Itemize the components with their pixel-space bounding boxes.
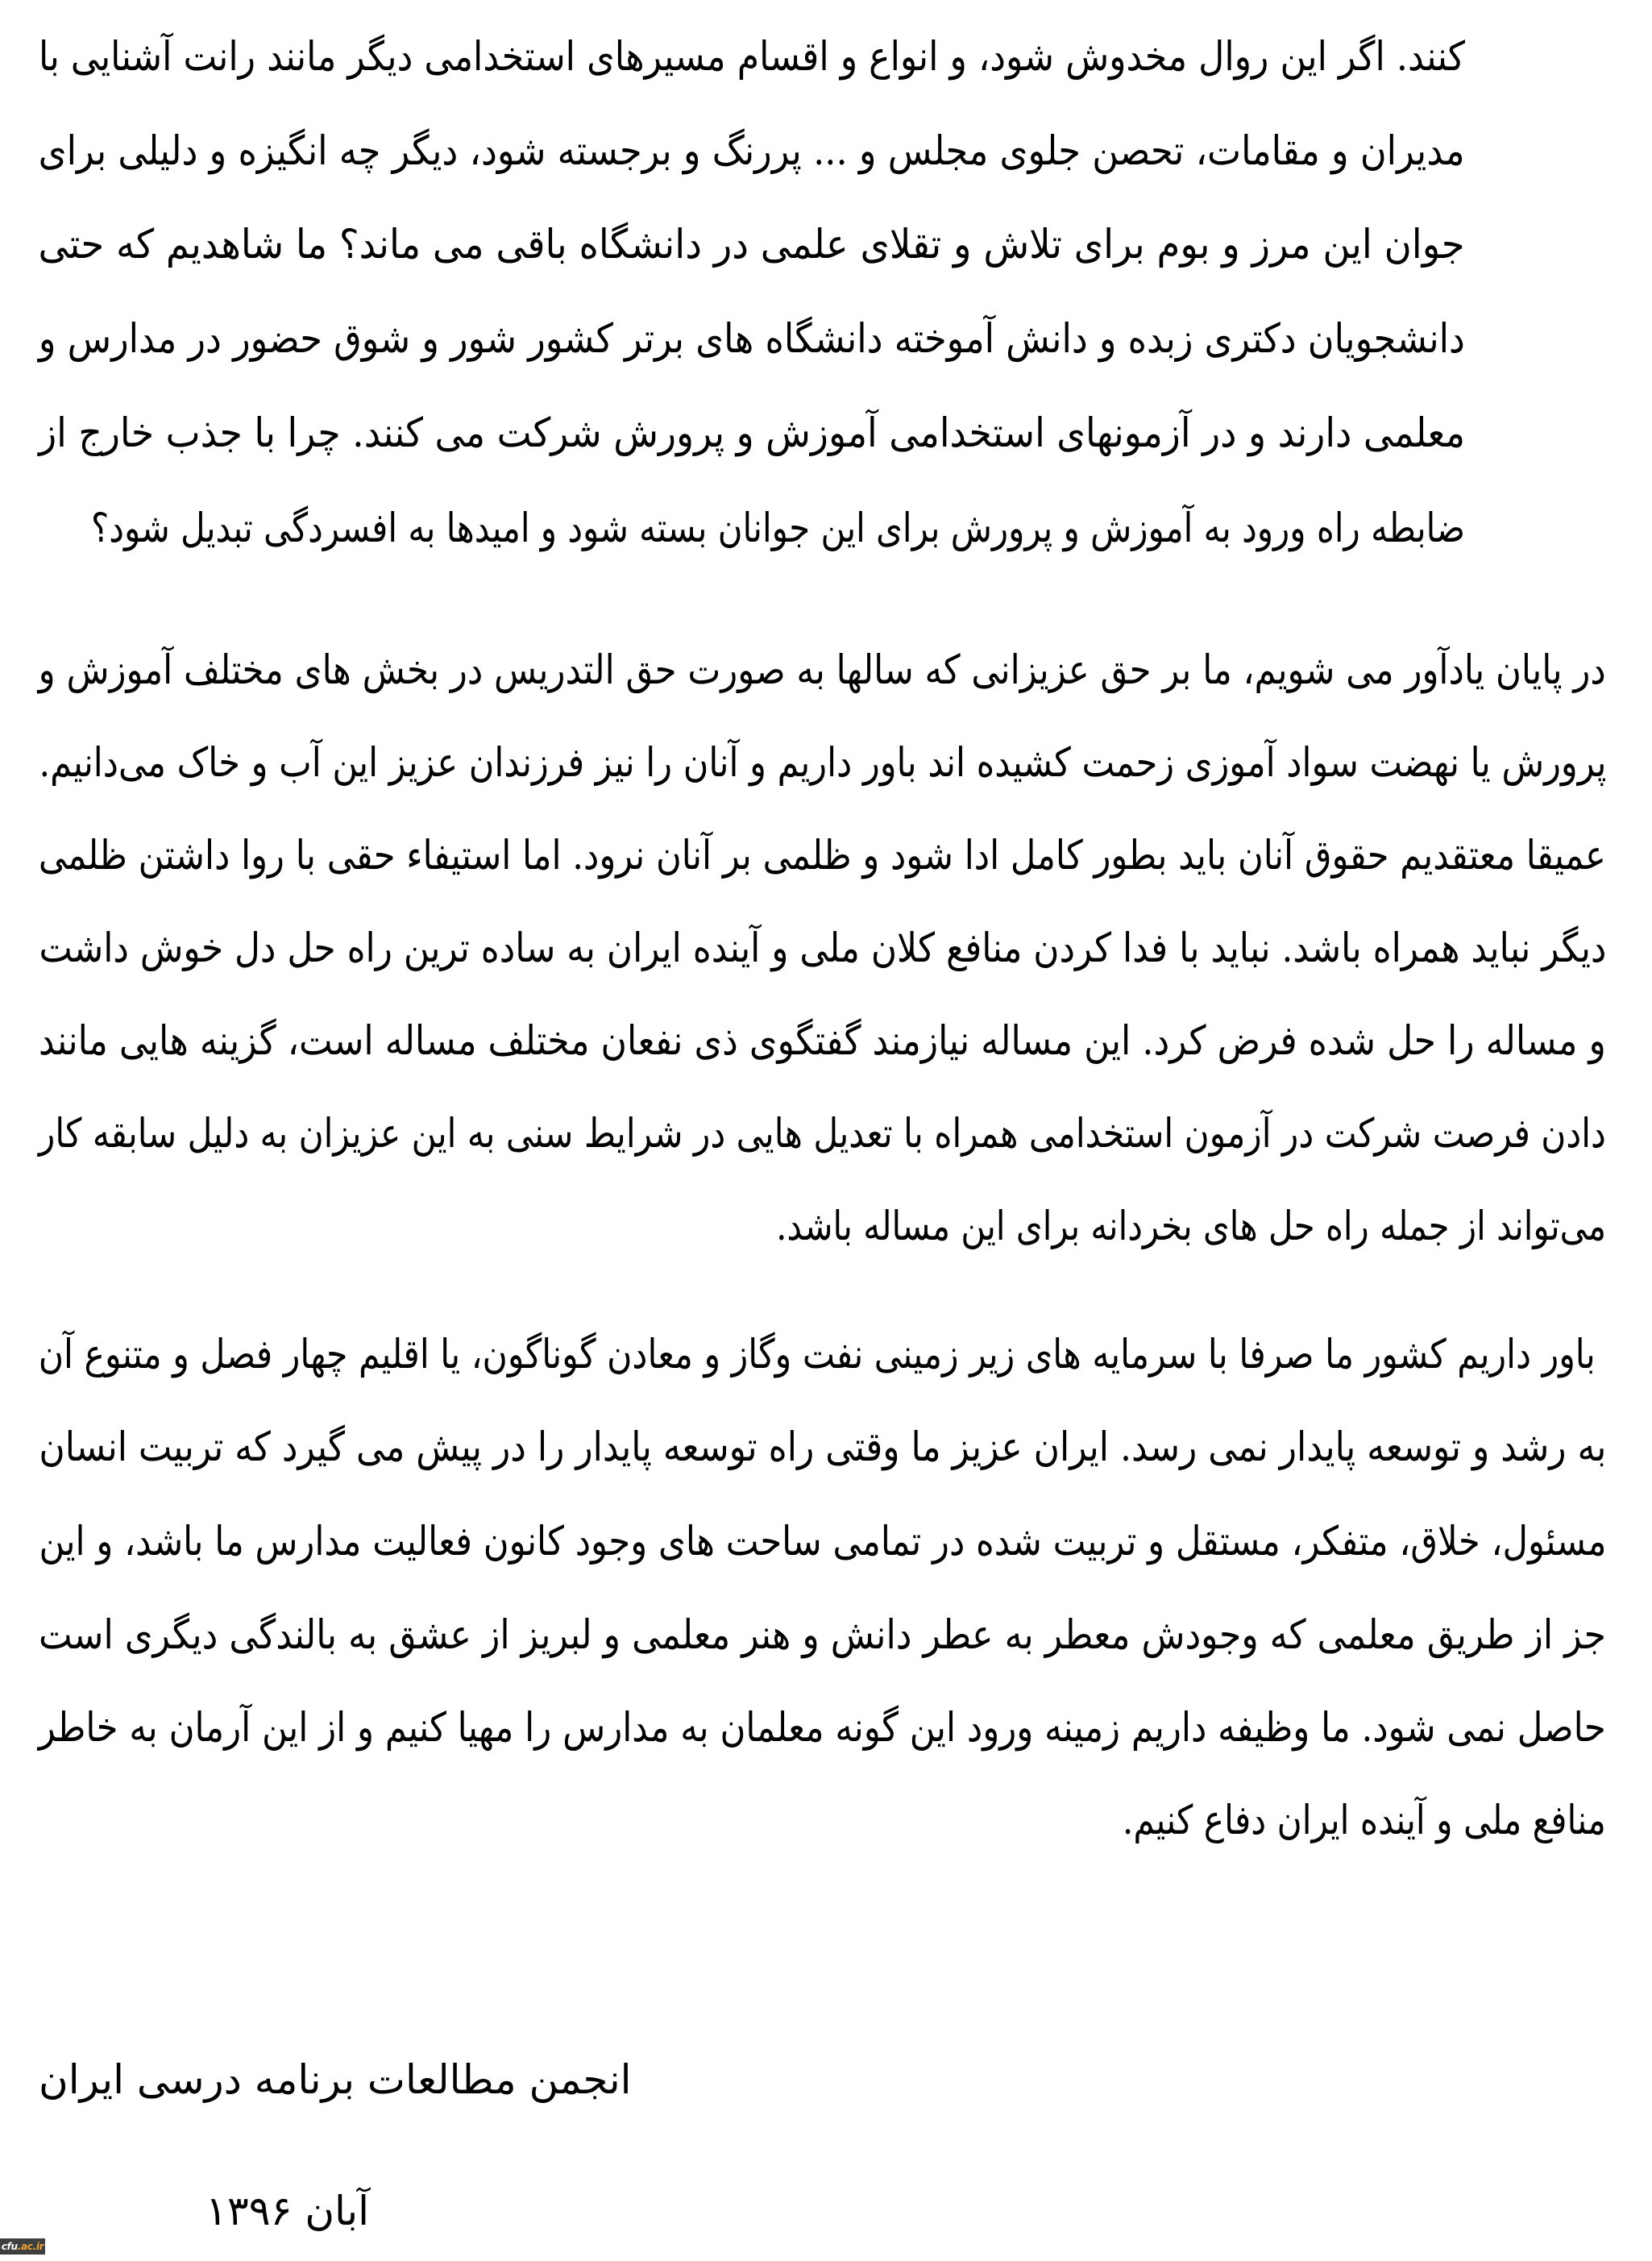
line-text: دانشجویان دکتری زبده و دانش آموخته دانشگاه های برتر کشور شور و شوق حضور در مدارس و (39, 315, 1465, 362)
paragraph-line (39, 393, 1465, 473)
line-text: معلمی دارند و در آزمونهای استخدامی آموزش و پرورش شرکت می کنند. چرا با جذب خارج از (39, 409, 1465, 456)
paragraph-line (39, 1000, 1606, 1081)
signature-organization (39, 2047, 632, 2112)
paragraph-line (39, 1093, 1606, 1174)
line-text: در پایان یادآور می شویم، ما بر حق عزیزانی که سالها به صورت حق التدریس در بخش های مختلف آموزش و (39, 646, 1606, 693)
date-text: آبان ۱۳۹۶ (205, 2188, 370, 2234)
paragraph-line (39, 204, 1465, 285)
signature-text: انجمن مطالعات برنامه درسی ایران (39, 2056, 632, 2103)
signature-date (205, 2179, 369, 2243)
paragraph-line (39, 298, 1465, 379)
line-text: منافع ملی و آینده ایران دفاع کنیم. (1123, 1797, 1606, 1843)
paragraph-line (39, 1314, 1596, 1394)
paragraph-line (39, 110, 1465, 191)
line-text: ضابطه راه ورود به آموزش و پرورش برای این جوانان بسته شود و امیدها به افسردگی تبدیل شود؟ (91, 505, 1465, 551)
paragraph-line (39, 630, 1606, 710)
line-text: جوان این مرز و بوم برای تلاش و تقلای علمی در دانشگاه باقی می ماند؟ ما شاهدیم که حتی (39, 221, 1465, 268)
logo-text-prefix: cfu (1, 2241, 18, 2252)
site-watermark-logo (0, 2238, 45, 2255)
line-text: جز از طریق معلمی که وجودش معطر به عطر دانش و هنر معلمی و لبریز از عشق به بالندگی دیگری است (39, 1611, 1606, 1658)
line-text: باور داریم کشور ما صرفا با سرمایه های زیر زمینی نفت وگاز و معادن گوناگون، یا اقلیم چهار فصل و متنوع آن (39, 1331, 1596, 1378)
line-text: مدیران و مقامات، تحصن جلوی مجلس و ... پررنگ و برجسته شود، دیگر چه انگیزه و دلیلی برای (39, 127, 1465, 174)
paragraph-line (39, 1186, 1606, 1266)
paragraph-line (39, 1780, 1606, 1860)
line-text: حاصل نمی شود. ما وظیفه داریم زمینه ورود این گونه معلمان به مدارس را مهیا کنیم و از این آرمان به خاطر (39, 1704, 1606, 1751)
line-text: پرورش یا نهضت سواد آموزی زحمت کشیده اند باور داریم و آنان را نیز فرزندان عزیز این آب و خاک می‌دانیم. (39, 739, 1606, 786)
paragraph-line (39, 1501, 1606, 1581)
paragraph-line (39, 16, 1465, 97)
line-text: مسئول، خلاق، متفکر، مستقل و تربیت شده در تمامی ساحت های وجود کانون فعالیت مدارس ما باشد، و این (39, 1518, 1606, 1565)
paragraph-line (39, 908, 1606, 988)
paragraph-line (39, 1594, 1606, 1675)
logo-text-suffix: .ac.ir (17, 2241, 44, 2252)
line-text: عمیقا معتقدیم حقوق آنان باید بطور کامل ادا شود و ظلمی بر آنان نرود. اما استیفاء حقی با روا داشتن ظلمی (39, 832, 1606, 879)
line-text: می‌تواند از جمله راه حل های بخردانه برای این مساله باشد. (776, 1203, 1606, 1249)
line-text: و مساله را حل شده فرض کرد. این مساله نیازمند گفتگوی ذی نفعان مختلف مساله است، گزینه هایی مانند (39, 1017, 1606, 1064)
paragraph-line (39, 722, 1606, 803)
paragraph-line (39, 488, 1465, 568)
line-text: به رشد و توسعه پایدار نمی رسد. ایران عزیز ما وقتی راه توسعه پایدار را در پیش می گیرد که تربیت انسان (39, 1424, 1606, 1470)
line-text: دیگر نباید همراه باشد. نباید با فدا کردن منافع کلان ملی و آینده ایران به ساده ترین راه حل دل خوش داشت (39, 925, 1606, 971)
paragraph-line (39, 1687, 1606, 1768)
paragraph-line (39, 1407, 1606, 1487)
line-text: کنند. اگر این روال مخدوش شود، و انواع و اقسام مسیرهای استخدامی دیگر مانند رانت آشنایی با (39, 33, 1465, 80)
line-text: دادن فرصت شرکت در آزمون استخدامی همراه با تعدیل هایی در شرایط سنی به این عزیزان به دلیل سابقه کار (39, 1110, 1606, 1157)
paragraph-line (39, 815, 1606, 896)
